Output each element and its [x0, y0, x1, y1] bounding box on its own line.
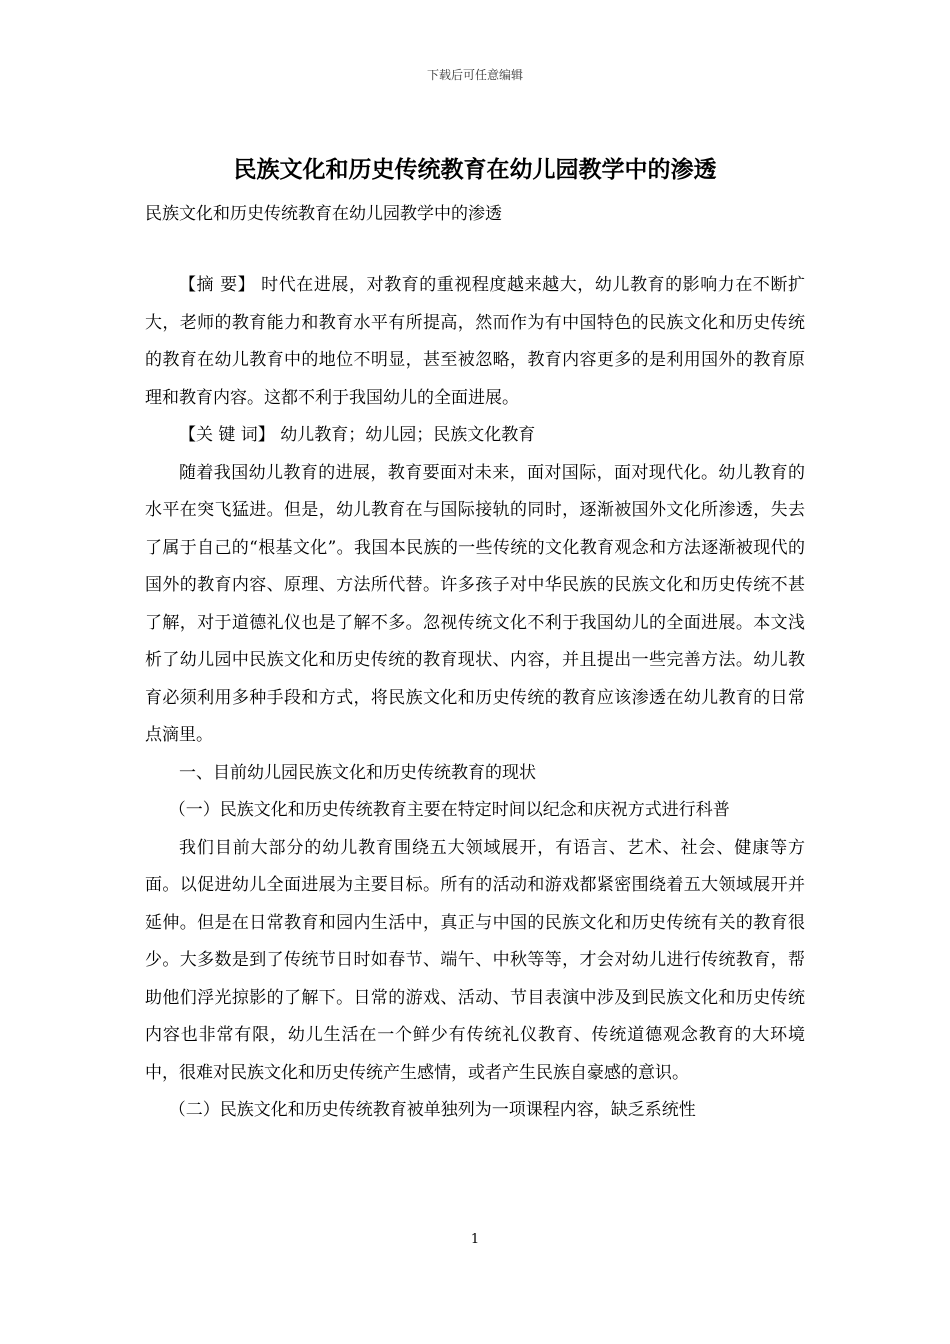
intro-paragraph: 随着我国幼儿教育的进展，教育要面对未来，面对国际，面对现代化。幼儿教育的水平在突飞猛进。但是，幼儿教育在与国际接轨的同时，逐渐被国外文化所渗透，失去了属于自己的“根基文化”。我国本民族的一些传统的文化教育观念和方法逐渐被现代的国外的教育内容、原理、方法所代替。许多孩子对中华民族的民族文化和历史传统不甚了解，对于道德礼仪也是了解不多。忽视传统文化不利于我国幼儿的全面进展。本文浅析了幼儿园中民族文化和历史传统的教育现状、内容，并且提出一些完善方法。幼儿教育必须利用多种手段和方式，将民族文化和历史传统的教育应该渗透在幼儿教育的日常点滴里。: [145, 462, 805, 745]
subsection-heading: （一）民族文化和历史传统教育主要在特定时间以纪念和庆祝方式进行科普: [168, 800, 730, 820]
page-header: 下载后可任意编辑: [426, 68, 523, 82]
document-body: [145, 267, 805, 1130]
keywords-text: 幼儿教育；幼儿园；民族文化教育: [274, 425, 536, 445]
document-subtitle: 民族文化和历史传统教育在幼儿园教学中的渗透: [145, 204, 502, 224]
page-number: 1: [470, 1232, 480, 1247]
abstract-label: 【摘 要】: [179, 275, 256, 295]
section-heading: 一、目前幼儿园民族文化和历史传统教育的现状: [179, 762, 536, 783]
abstract-text: 时代在进展，对教育的重视程度越来越大，幼儿教育的影响力在不断扩大，老师的教育能力和教育水平有所提高，然而作为有中国特色的民族文化和历史传统的教育在幼儿教育中的地位不明显，甚至被忽略，教育内容更多的是利用国外的教育原理和教育内容。这都不利于我国幼儿的全面进展。: [145, 275, 806, 408]
document-title: 民族文化和历史传统教育在幼儿园教学中的渗透: [233, 156, 717, 183]
keywords-label: 【关 键 词】: [179, 425, 275, 445]
keywords-paragraph: [145, 417, 805, 455]
abstract-paragraph: [145, 267, 805, 417]
body-paragraph: 我们目前大部分的幼儿教育围绕五大领域展开，有语言、艺术、社会、健康等方面。以促进幼儿全面进展为主要目标。所有的活动和游戏都紧密围绕着五大领域展开并延伸。但是在日常教育和园内生活中，真正与中国的民族文化和历史传统有关的教育很少。大多数是到了传统节日时如春节、端午、中秋等等，才会对幼儿进行传统教育，帮助他们浮光掠影的了解下。日常的游戏、活动、节目表演中涉及到民族文化和历史传统内容也非常有限，幼儿生活在一个鲜少有传统礼仪教育、传统道德观念教育的大环境中，很难对民族文化和历史传统产生感情，或者产生民族自豪感的意识。: [145, 837, 805, 1083]
subsection-heading: （二）民族文化和历史传统教育被单独列为一项课程内容，缺乏系统性: [168, 1100, 696, 1120]
